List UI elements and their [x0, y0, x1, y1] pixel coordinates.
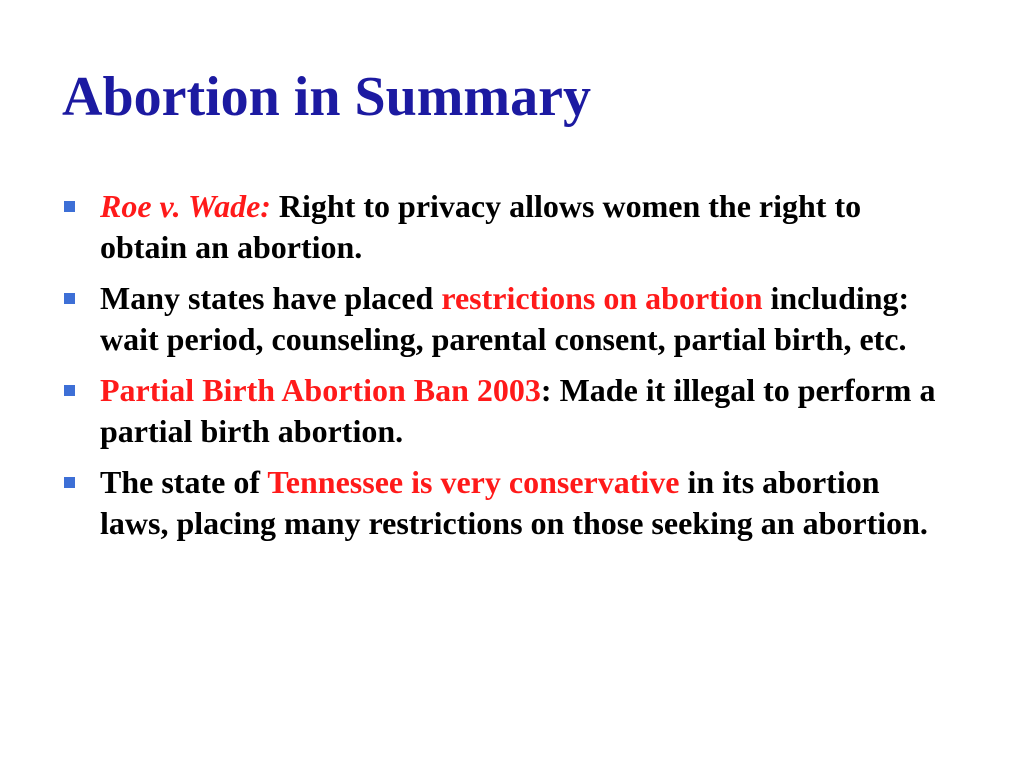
bullet-text: Right to privacy allows women the right to obtain an abortion. [100, 188, 862, 265]
square-bullet-icon [64, 293, 75, 304]
highlighted-law-name: Partial Birth Abortion Ban 2003 [100, 372, 541, 408]
bullet-item-roe-v-wade [62, 186, 952, 268]
bullet-item-partial-birth-ban [62, 370, 952, 452]
bullet-item-tennessee [62, 462, 952, 544]
slide-title: Abortion in Summary [62, 66, 591, 128]
bullet-text: Many states have placed [100, 280, 442, 316]
square-bullet-icon [64, 385, 75, 396]
square-bullet-icon [64, 201, 75, 212]
bullet-text: including: wait period, counseling, parental consent, partial birth, etc. [100, 280, 910, 357]
bullet-text: in its abortion laws, placing many restrictions on those seeking an abortion. [100, 464, 928, 541]
highlighted-phrase: Tennessee is very conservative [267, 464, 680, 500]
bullet-list [62, 186, 952, 554]
highlighted-phrase: restrictions on abortion [441, 280, 763, 316]
bullet-item-state-restrictions [62, 278, 952, 360]
case-name: Roe v. Wade [100, 188, 261, 224]
square-bullet-icon [64, 477, 75, 488]
case-name-colon: : [260, 188, 271, 224]
bullet-text: : Made it illegal to perform a partial birth abortion. [100, 372, 936, 449]
bullet-text: The state of [100, 464, 268, 500]
